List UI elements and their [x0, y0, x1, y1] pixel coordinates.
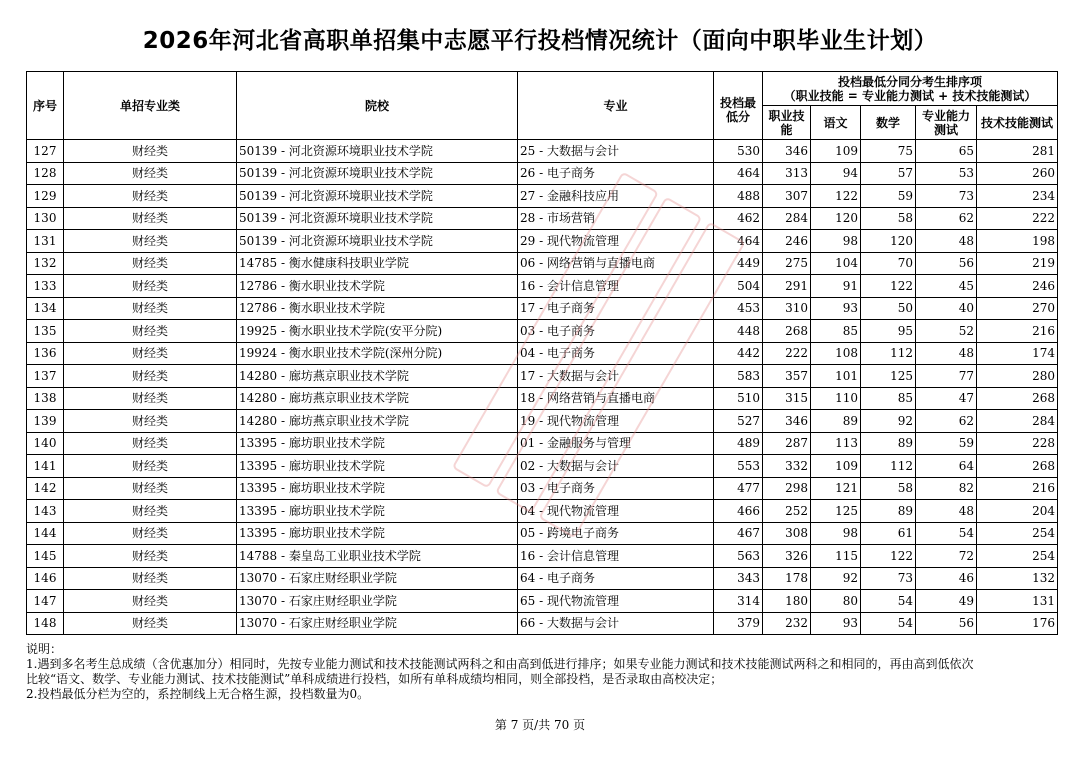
cell-chinese: 98 — [811, 230, 861, 253]
cell-min-score: 583 — [714, 365, 763, 388]
cell-category: 财经类 — [64, 342, 237, 365]
cell-math: 57 — [861, 162, 916, 185]
cell-major: 64 - 电子商务 — [518, 567, 714, 590]
cell-seq: 140 — [27, 432, 64, 455]
cell-college: 14280 - 廊坊燕京职业技术学院 — [237, 387, 518, 410]
cell-chinese: 109 — [811, 455, 861, 478]
table-row — [27, 477, 1058, 500]
cell-college: 13070 - 石家庄财经职业学院 — [237, 567, 518, 590]
cell-tech: 281 — [977, 140, 1058, 163]
cell-skill: 178 — [763, 567, 811, 590]
cell-college: 13395 - 廊坊职业技术学院 — [237, 432, 518, 455]
table-row — [27, 297, 1058, 320]
cell-category: 财经类 — [64, 522, 237, 545]
cell-math: 112 — [861, 342, 916, 365]
cell-college: 12786 - 衡水职业技术学院 — [237, 275, 518, 298]
cell-category: 财经类 — [64, 432, 237, 455]
cell-major: 17 - 电子商务 — [518, 297, 714, 320]
cell-skill: 180 — [763, 590, 811, 613]
cell-math: 112 — [861, 455, 916, 478]
cell-math: 73 — [861, 567, 916, 590]
cell-skill: 332 — [763, 455, 811, 478]
cell-college: 13395 - 廊坊职业技术学院 — [237, 477, 518, 500]
cell-chinese: 80 — [811, 590, 861, 613]
cell-min-score: 464 — [714, 230, 763, 253]
cell-seq: 143 — [27, 500, 64, 523]
cell-seq: 129 — [27, 185, 64, 208]
cell-college: 14785 - 衡水健康科技职业学院 — [237, 252, 518, 275]
table-row — [27, 320, 1058, 343]
cell-skill: 284 — [763, 207, 811, 230]
cell-chinese: 101 — [811, 365, 861, 388]
cell-category: 财经类 — [64, 455, 237, 478]
cell-prof: 56 — [916, 252, 977, 275]
cell-math: 58 — [861, 207, 916, 230]
cell-category: 财经类 — [64, 275, 237, 298]
cell-chinese: 91 — [811, 275, 861, 298]
cell-major: 29 - 现代物流管理 — [518, 230, 714, 253]
col-skill-header: 职业技能 — [763, 106, 811, 140]
cell-min-score: 343 — [714, 567, 763, 590]
table-row — [27, 185, 1058, 208]
cell-chinese: 104 — [811, 252, 861, 275]
cell-prof: 64 — [916, 455, 977, 478]
cell-category: 财经类 — [64, 162, 237, 185]
cell-min-score: 466 — [714, 500, 763, 523]
cell-college: 13070 - 石家庄财经职业学院 — [237, 612, 518, 635]
cell-math: 89 — [861, 500, 916, 523]
cell-major: 18 - 网络营销与直播电商 — [518, 387, 714, 410]
cell-chinese: 93 — [811, 612, 861, 635]
cell-tech: 222 — [977, 207, 1058, 230]
table-row — [27, 342, 1058, 365]
cell-category: 财经类 — [64, 387, 237, 410]
cell-major: 16 - 会计信息管理 — [518, 275, 714, 298]
cell-chinese: 98 — [811, 522, 861, 545]
cell-seq: 148 — [27, 612, 64, 635]
cell-skill: 326 — [763, 545, 811, 568]
cell-chinese: 120 — [811, 207, 861, 230]
cell-category: 财经类 — [64, 297, 237, 320]
cell-tech: 268 — [977, 455, 1058, 478]
cell-major: 27 - 金融科技应用 — [518, 185, 714, 208]
cell-major: 28 - 市场营销 — [518, 207, 714, 230]
cell-college: 50139 - 河北资源环境职业技术学院 — [237, 230, 518, 253]
cell-category: 财经类 — [64, 365, 237, 388]
cell-prof: 48 — [916, 342, 977, 365]
cell-major: 06 - 网络营销与直播电商 — [518, 252, 714, 275]
table-row — [27, 432, 1058, 455]
cell-skill: 346 — [763, 140, 811, 163]
cell-skill: 246 — [763, 230, 811, 253]
cell-math: 75 — [861, 140, 916, 163]
cell-skill: 313 — [763, 162, 811, 185]
cell-major: 26 - 电子商务 — [518, 162, 714, 185]
cell-seq: 142 — [27, 477, 64, 500]
col-seq-header: 序号 — [27, 72, 64, 140]
cell-category: 财经类 — [64, 185, 237, 208]
cell-prof: 47 — [916, 387, 977, 410]
cell-min-score: 553 — [714, 455, 763, 478]
group-subtitle: （职业技能 = 专业能力测试 + 技术技能测试） — [783, 88, 1037, 103]
table-row — [27, 140, 1058, 163]
cell-skill: 298 — [763, 477, 811, 500]
cell-min-score: 449 — [714, 252, 763, 275]
cell-skill: 308 — [763, 522, 811, 545]
cell-skill: 222 — [763, 342, 811, 365]
cell-min-score: 489 — [714, 432, 763, 455]
page-footer: 第 7 页/共 70 页 — [494, 718, 586, 732]
table-row — [27, 455, 1058, 478]
cell-seq: 133 — [27, 275, 64, 298]
cell-skill: 232 — [763, 612, 811, 635]
cell-math: 120 — [861, 230, 916, 253]
cell-math: 92 — [861, 410, 916, 433]
cell-major: 25 - 大数据与会计 — [518, 140, 714, 163]
cell-major: 03 - 电子商务 — [518, 477, 714, 500]
cell-prof: 62 — [916, 410, 977, 433]
cell-tech: 234 — [977, 185, 1058, 208]
cell-college: 13395 - 廊坊职业技术学院 — [237, 500, 518, 523]
cell-category: 财经类 — [64, 567, 237, 590]
cell-min-score: 379 — [714, 612, 763, 635]
cell-college: 50139 - 河北资源环境职业技术学院 — [237, 140, 518, 163]
cell-prof: 59 — [916, 432, 977, 455]
cell-math: 59 — [861, 185, 916, 208]
cell-skill: 287 — [763, 432, 811, 455]
cell-math: 58 — [861, 477, 916, 500]
cell-college: 19924 - 衡水职业技术学院(深州分院) — [237, 342, 518, 365]
table-row — [27, 567, 1058, 590]
cell-seq: 128 — [27, 162, 64, 185]
cell-college: 13070 - 石家庄财经职业学院 — [237, 590, 518, 613]
cell-tech: 246 — [977, 275, 1058, 298]
cell-math: 125 — [861, 365, 916, 388]
cell-category: 财经类 — [64, 500, 237, 523]
cell-category: 财经类 — [64, 612, 237, 635]
cell-college: 14788 - 秦皇岛工业职业技术学院 — [237, 545, 518, 568]
cell-min-score: 477 — [714, 477, 763, 500]
page-title: 2026年河北省高职单招集中志愿平行投档情况统计（面向中职毕业生计划） — [142, 28, 938, 54]
col-college-header: 院校 — [237, 72, 518, 140]
cell-chinese: 122 — [811, 185, 861, 208]
cell-category: 财经类 — [64, 207, 237, 230]
cell-seq: 139 — [27, 410, 64, 433]
cell-tech: 176 — [977, 612, 1058, 635]
cell-chinese: 109 — [811, 140, 861, 163]
cell-college: 14280 - 廊坊燕京职业技术学院 — [237, 410, 518, 433]
cell-tech: 260 — [977, 162, 1058, 185]
cell-tech: 270 — [977, 297, 1058, 320]
col-group-header — [763, 72, 1058, 106]
cell-prof: 45 — [916, 275, 977, 298]
cell-major: 04 - 现代物流管理 — [518, 500, 714, 523]
notes-line-3: 2.投档最低分栏为空的，系控制线上无合格生源，投档数量为0。 — [26, 687, 370, 701]
cell-skill: 357 — [763, 365, 811, 388]
cell-major: 66 - 大数据与会计 — [518, 612, 714, 635]
table-row — [27, 545, 1058, 568]
cell-min-score: 464 — [714, 162, 763, 185]
cell-major: 04 - 电子商务 — [518, 342, 714, 365]
table-body — [27, 140, 1058, 635]
cell-seq: 134 — [27, 297, 64, 320]
cell-min-score: 488 — [714, 185, 763, 208]
cell-seq: 136 — [27, 342, 64, 365]
cell-prof: 49 — [916, 590, 977, 613]
cell-skill: 315 — [763, 387, 811, 410]
cell-seq: 131 — [27, 230, 64, 253]
cell-prof: 48 — [916, 500, 977, 523]
cell-min-score: 448 — [714, 320, 763, 343]
cell-skill: 268 — [763, 320, 811, 343]
cell-major: 02 - 大数据与会计 — [518, 455, 714, 478]
cell-prof: 52 — [916, 320, 977, 343]
cell-seq: 147 — [27, 590, 64, 613]
table-row — [27, 522, 1058, 545]
cell-chinese: 121 — [811, 477, 861, 500]
cell-tech: 254 — [977, 522, 1058, 545]
cell-chinese: 110 — [811, 387, 861, 410]
cell-category: 财经类 — [64, 252, 237, 275]
cell-skill: 346 — [763, 410, 811, 433]
notes-line-2: 比较“语文、数学、专业能力测试、技术技能测试”单科成绩进行投档，如所有单科成绩均相同，则全部投档，是否录取由高校决定； — [26, 672, 723, 686]
cell-math: 54 — [861, 590, 916, 613]
cell-prof: 56 — [916, 612, 977, 635]
cell-major: 65 - 现代物流管理 — [518, 590, 714, 613]
cell-prof: 62 — [916, 207, 977, 230]
cell-tech: 132 — [977, 567, 1058, 590]
cell-category: 财经类 — [64, 140, 237, 163]
col-category-header: 单招专业类 — [64, 72, 237, 140]
cell-college: 19925 - 衡水职业技术学院(安平分院) — [237, 320, 518, 343]
col-prof-header: 专业能力测试 — [916, 106, 977, 140]
notes-line-1: 1.遇到多名考生总成绩（含优惠加分）相同时，先按专业能力测试和技术技能测试两科之和由高到低进行排序；如果专业能力测试和技术技能测试两科之和相同的，再由高到低依次 — [26, 657, 974, 671]
cell-min-score: 510 — [714, 387, 763, 410]
cell-seq: 132 — [27, 252, 64, 275]
table-row — [27, 500, 1058, 523]
cell-prof: 72 — [916, 545, 977, 568]
cell-prof: 77 — [916, 365, 977, 388]
cell-chinese: 113 — [811, 432, 861, 455]
group-title: 投档最低分同分考生排序项 — [838, 74, 983, 89]
cell-tech: 131 — [977, 590, 1058, 613]
cell-chinese: 94 — [811, 162, 861, 185]
cell-min-score: 504 — [714, 275, 763, 298]
cell-prof: 65 — [916, 140, 977, 163]
cell-college: 50139 - 河北资源环境职业技术学院 — [237, 185, 518, 208]
table-row — [27, 590, 1058, 613]
cell-tech: 198 — [977, 230, 1058, 253]
cell-seq: 127 — [27, 140, 64, 163]
cell-math: 61 — [861, 522, 916, 545]
cell-category: 财经类 — [64, 590, 237, 613]
cell-college: 50139 - 河北资源环境职业技术学院 — [237, 162, 518, 185]
cell-math: 95 — [861, 320, 916, 343]
cell-min-score: 453 — [714, 297, 763, 320]
cell-skill: 310 — [763, 297, 811, 320]
cell-seq: 141 — [27, 455, 64, 478]
cell-college: 12786 - 衡水职业技术学院 — [237, 297, 518, 320]
cell-major: 05 - 跨境电子商务 — [518, 522, 714, 545]
cell-min-score: 314 — [714, 590, 763, 613]
cell-seq: 145 — [27, 545, 64, 568]
cell-seq: 130 — [27, 207, 64, 230]
cell-tech: 284 — [977, 410, 1058, 433]
cell-tech: 216 — [977, 477, 1058, 500]
cell-college: 13395 - 廊坊职业技术学院 — [237, 522, 518, 545]
cell-seq: 137 — [27, 365, 64, 388]
cell-math: 70 — [861, 252, 916, 275]
cell-math: 122 — [861, 545, 916, 568]
table-row — [27, 162, 1058, 185]
admission-table — [26, 71, 1058, 635]
cell-math: 50 — [861, 297, 916, 320]
col-tech-header: 技术技能测试 — [977, 106, 1058, 140]
cell-prof: 54 — [916, 522, 977, 545]
col-chinese-header: 语文 — [811, 106, 861, 140]
cell-math: 54 — [861, 612, 916, 635]
cell-skill: 275 — [763, 252, 811, 275]
cell-college: 13395 - 廊坊职业技术学院 — [237, 455, 518, 478]
cell-math: 122 — [861, 275, 916, 298]
notes-heading: 说明： — [26, 642, 63, 656]
cell-seq: 144 — [27, 522, 64, 545]
cell-prof: 48 — [916, 230, 977, 253]
cell-category: 财经类 — [64, 230, 237, 253]
table-row — [27, 230, 1058, 253]
cell-major: 03 - 电子商务 — [518, 320, 714, 343]
cell-min-score: 530 — [714, 140, 763, 163]
cell-prof: 40 — [916, 297, 977, 320]
cell-min-score: 563 — [714, 545, 763, 568]
cell-chinese: 92 — [811, 567, 861, 590]
cell-prof: 73 — [916, 185, 977, 208]
header-row-1 — [27, 72, 1058, 106]
table-row — [27, 207, 1058, 230]
table-row — [27, 252, 1058, 275]
cell-chinese: 115 — [811, 545, 861, 568]
cell-tech: 280 — [977, 365, 1058, 388]
cell-seq: 138 — [27, 387, 64, 410]
cell-min-score: 467 — [714, 522, 763, 545]
cell-tech: 254 — [977, 545, 1058, 568]
cell-college: 14280 - 廊坊燕京职业技术学院 — [237, 365, 518, 388]
cell-skill: 252 — [763, 500, 811, 523]
cell-prof: 46 — [916, 567, 977, 590]
cell-skill: 307 — [763, 185, 811, 208]
cell-tech: 268 — [977, 387, 1058, 410]
cell-major: 16 - 会计信息管理 — [518, 545, 714, 568]
cell-category: 财经类 — [64, 545, 237, 568]
cell-chinese: 89 — [811, 410, 861, 433]
cell-math: 89 — [861, 432, 916, 455]
cell-chinese: 93 — [811, 297, 861, 320]
cell-chinese: 125 — [811, 500, 861, 523]
cell-chinese: 85 — [811, 320, 861, 343]
cell-seq: 135 — [27, 320, 64, 343]
cell-min-score: 527 — [714, 410, 763, 433]
cell-college: 50139 - 河北资源环境职业技术学院 — [237, 207, 518, 230]
table-row — [27, 612, 1058, 635]
cell-skill: 291 — [763, 275, 811, 298]
cell-seq: 146 — [27, 567, 64, 590]
cell-tech: 204 — [977, 500, 1058, 523]
cell-tech: 216 — [977, 320, 1058, 343]
cell-tech: 174 — [977, 342, 1058, 365]
cell-math: 85 — [861, 387, 916, 410]
table-row — [27, 275, 1058, 298]
cell-major: 01 - 金融服务与管理 — [518, 432, 714, 455]
cell-min-score: 442 — [714, 342, 763, 365]
notes — [26, 642, 1066, 702]
cell-tech: 219 — [977, 252, 1058, 275]
cell-major: 17 - 大数据与会计 — [518, 365, 714, 388]
cell-chinese: 108 — [811, 342, 861, 365]
cell-category: 财经类 — [64, 410, 237, 433]
col-math-header: 数学 — [861, 106, 916, 140]
cell-prof: 53 — [916, 162, 977, 185]
table-row — [27, 365, 1058, 388]
table-row — [27, 410, 1058, 433]
cell-category: 财经类 — [64, 320, 237, 343]
col-major-header: 专业 — [518, 72, 714, 140]
cell-min-score: 462 — [714, 207, 763, 230]
table-row — [27, 387, 1058, 410]
col-min-score-header: 投档最低分 — [714, 72, 763, 140]
cell-tech: 228 — [977, 432, 1058, 455]
cell-major: 19 - 现代物流管理 — [518, 410, 714, 433]
cell-category: 财经类 — [64, 477, 237, 500]
cell-prof: 82 — [916, 477, 977, 500]
